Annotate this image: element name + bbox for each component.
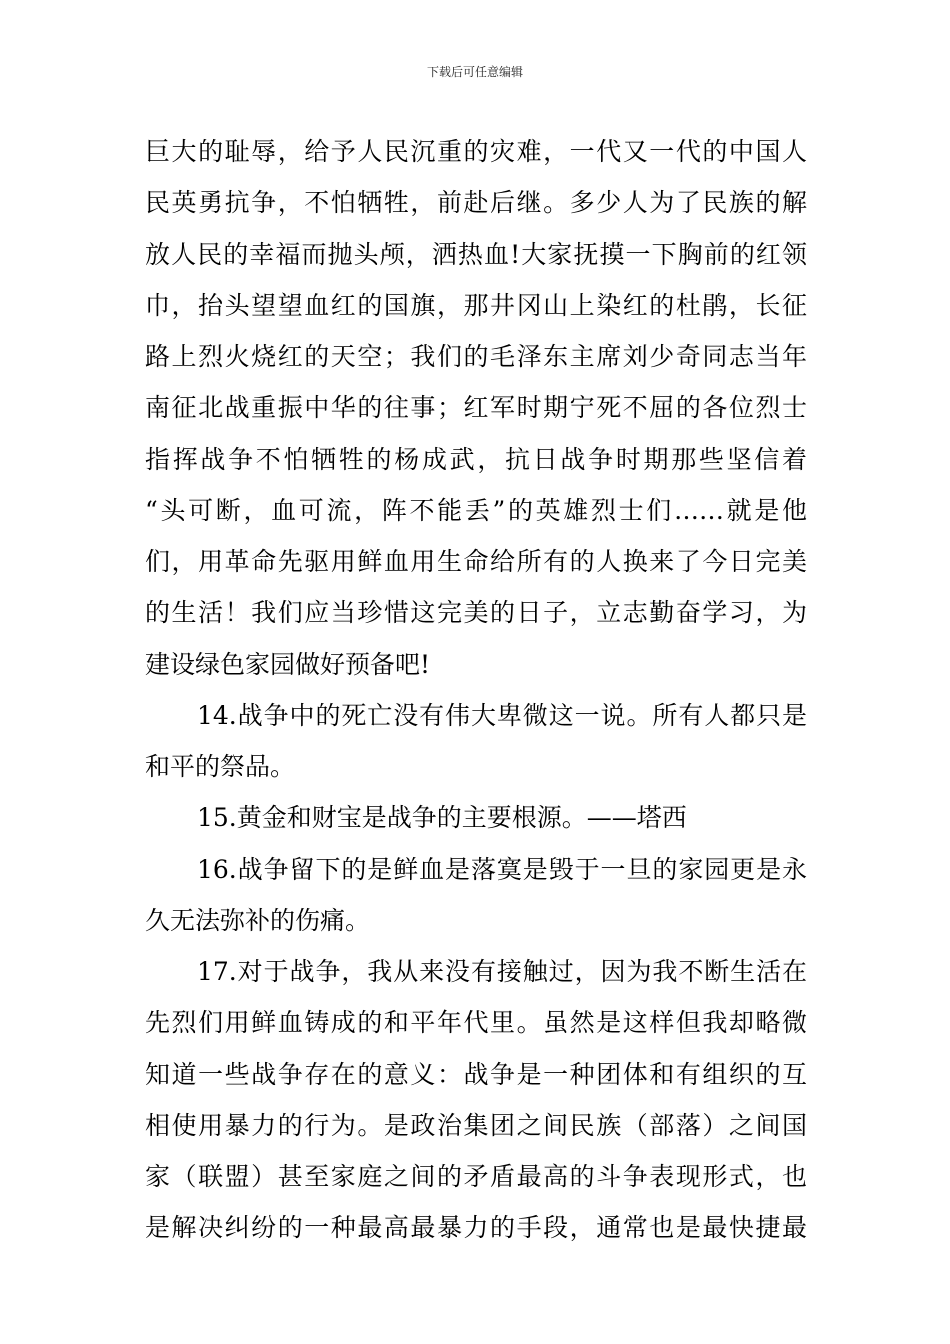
- text-line: 先烈们用鲜血铸成的和平年代里。虽然是这样但我却略微: [145, 1008, 807, 1038]
- text-line: 久无法弥补的伤痛。: [145, 905, 371, 935]
- text-line: 14.战争中的死亡没有伟大卑微这一说。所有人都只是: [197, 700, 807, 730]
- text-line: 16.战争留下的是鲜血是落寞是毁于一旦的家园更是永: [197, 854, 807, 884]
- text-line: 路上烈火烧红的天空；我们的毛泽东主席刘少奇同志当年: [145, 342, 807, 371]
- text-line: “头可断，血可流，阵不能丢”的英雄烈士们……就是他: [145, 495, 807, 525]
- text-line: 南征北战重振中华的往事；红军时期宁死不屈的各位烈士: [145, 393, 807, 423]
- text-line: 巨大的耻辱，给予人民沉重的灾难，一代又一代的中国人: [145, 137, 807, 166]
- text-line: 指挥战争不怕牺牲的杨成武，抗日战争时期那些坚信着: [145, 444, 807, 474]
- page-header: 下载后可任意编辑: [426, 65, 523, 79]
- text-line: 知道一些战争存在的意义：战争是一种团体和有组织的互: [145, 1059, 807, 1089]
- text-line: 们，用革命先驱用鲜血用生命给所有的人换来了今日完美: [145, 547, 807, 576]
- text-line: 是解决纠纷的一种最高最暴力的手段，通常也是最快捷最: [145, 1213, 807, 1243]
- text-line: 建设绿色家园做好预备吧!: [145, 649, 431, 679]
- text-line: 巾，抬头望望血红的国旗，那井冈山上染红的杜鹃，长征: [145, 290, 807, 320]
- text-line: 和平的祭品。: [145, 752, 296, 781]
- text-line: 相使用暴力的行为。是政治集团之间民族（部落）之间国: [145, 1110, 807, 1140]
- text-line: 17.对于战争，我从来没有接触过，因为我不断生活在: [197, 957, 807, 986]
- text-line: 15.黄金和财宝是战争的主要根源。——塔西: [197, 803, 687, 833]
- text-line: 的生活！我们应当珍惜这完美的日子，立志勤奋学习，为: [145, 598, 807, 628]
- text-line: 家（联盟）甚至家庭之间的矛盾最高的斗争表现形式，也: [145, 1162, 807, 1191]
- document-body: [145, 126, 807, 1254]
- text-line: 民英勇抗争，不怕牺牲，前赴后继。多少人为了民族的解: [145, 188, 807, 218]
- text-line: 放人民的幸福而抛头颅，洒热血!大家抚摸一下胸前的红领: [145, 239, 807, 269]
